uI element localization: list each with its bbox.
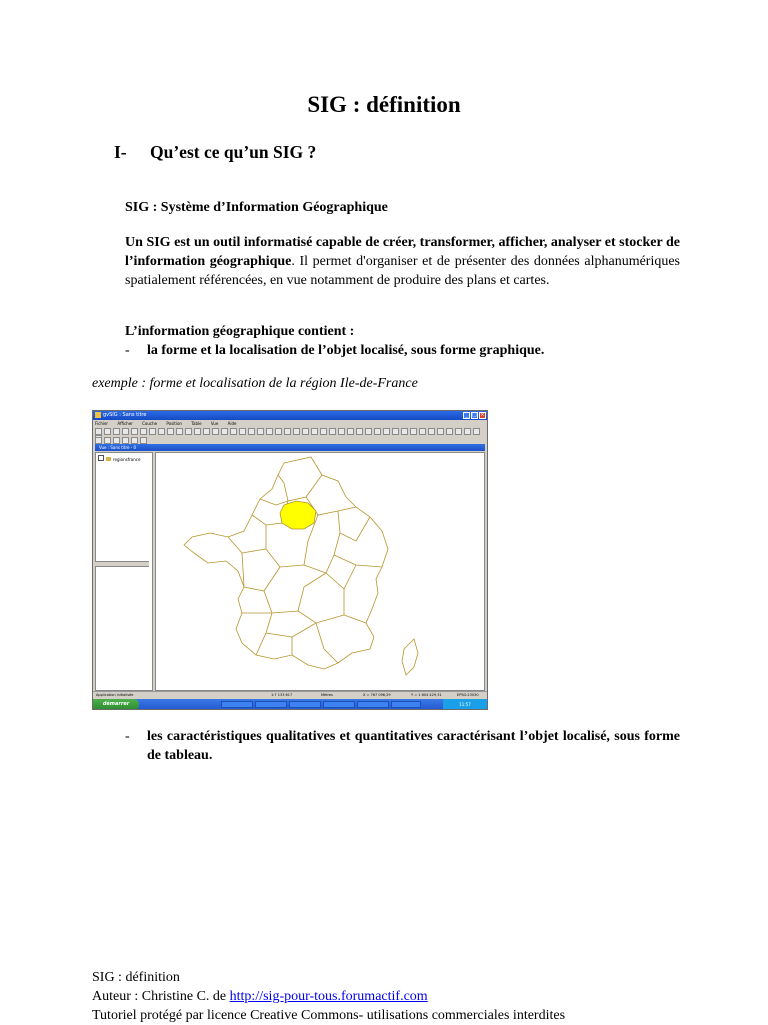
toolbar-tool-icon (473, 428, 480, 435)
toolbar-tool-icon (266, 428, 273, 435)
page-footer (92, 968, 565, 1025)
toolbar-tool-icon (212, 428, 219, 435)
section-heading-text: Qu’est ce qu’un SIG ? (150, 142, 317, 162)
toolbar-tool-icon (239, 428, 246, 435)
toolbar-tool-icon (176, 428, 183, 435)
toolbar-tool-icon (248, 428, 255, 435)
bullet-text: la forme et la localisation de l’objet localisé, sous forme graphique. (147, 343, 545, 358)
toolbar-tool-icon (149, 428, 156, 435)
layer-name: regionsfrance (113, 457, 141, 462)
menu-item: Fichier (95, 421, 109, 426)
toolbar-tool-icon (122, 437, 129, 444)
layer-entry (98, 455, 140, 462)
menu-item: Position (166, 421, 182, 426)
footer-license: Tutoriel protégé par licence Creative Commons- utilisations commerciales interdites (92, 1008, 566, 1023)
toolbar-tool-icon (392, 428, 399, 435)
document-title: SIG : définition (307, 92, 461, 117)
toolbar-tool-icon (230, 428, 237, 435)
bullet-dash: - (125, 729, 130, 744)
view-title: Vue : Sans titre - 0 (99, 445, 137, 450)
status-epsg: EPSG:23030 (457, 693, 479, 697)
layer-swatch-icon (106, 457, 111, 461)
menu-item: Aide (227, 421, 237, 426)
menu-item: Couche (142, 421, 158, 426)
toolbar-tool-icon (104, 428, 111, 435)
region-outlines (184, 457, 418, 675)
definition-paragraph (125, 233, 680, 290)
toolbar-tool-icon (122, 428, 129, 435)
toolbar-tool-icon (320, 428, 327, 435)
toolbar-tool-icon (131, 428, 138, 435)
map-view (155, 452, 485, 691)
maximize-icon: □ (472, 412, 477, 418)
toolbar-tool-icon (383, 428, 390, 435)
toolbar-tool-icon (113, 428, 120, 435)
app-toolbar (95, 428, 485, 436)
section-number: I- (114, 142, 127, 162)
taskbar-item (357, 701, 389, 708)
bullet-text: les caractéristiques qualitatives et quantitatives caractérisant l’objet localisé, sous forme de tableau. (147, 729, 680, 763)
status-scale: 1:7 133 617 (271, 693, 293, 697)
toolbar-tool-icon (221, 428, 228, 435)
taskbar-item (391, 701, 421, 708)
app-title-bar (93, 411, 487, 420)
taskbar-item (255, 701, 287, 708)
menu-item: Table (191, 421, 202, 426)
layer-checkbox-icon (98, 455, 104, 461)
france-regions-map (156, 453, 484, 690)
taskbar-item (289, 701, 321, 708)
toolbar-tool-icon (410, 428, 417, 435)
toolbar-tool-icon (356, 428, 363, 435)
bullet-item-shape (125, 341, 680, 360)
toolbar-tool-icon (311, 428, 318, 435)
toolbar-tool-icon (95, 428, 102, 435)
toolbar-tool-icon (185, 428, 192, 435)
menu-item: Afficher (117, 421, 133, 426)
toolbar-tool-icon (131, 437, 138, 444)
toolbar-tool-icon (428, 428, 435, 435)
app-status-bar (93, 691, 487, 699)
toc-scrollbar (95, 561, 149, 567)
status-y: Y = 1 604 429,31 (411, 693, 442, 697)
toolbar-tool-icon (167, 428, 174, 435)
toolbar-tool-icon (446, 428, 453, 435)
toolbar-tool-icon (140, 428, 147, 435)
definition-line: SIG : Système d’Information Géographique (125, 200, 388, 215)
status-message: Application initialisée (96, 693, 134, 697)
footer-author-prefix: Auteur : Christine C. de (92, 989, 230, 1004)
app-window-title: gvSIG : Sans titre (103, 412, 147, 418)
figure-caption: exemple : forme et localisation de la région Ile-de-France (92, 376, 418, 391)
app-toolbar-secondary (95, 437, 485, 443)
taskbar-item (221, 701, 253, 708)
taskbar-item (323, 701, 355, 708)
toolbar-tool-icon (329, 428, 336, 435)
toolbar-tool-icon (338, 428, 345, 435)
toolbar-tool-icon (437, 428, 444, 435)
toolbar-tool-icon (419, 428, 426, 435)
definition-paragraph-bold: Un SIG est un outil informatisé capable de créer, transformer, afficher, analyser et stocker de l’information géographique (125, 235, 680, 269)
toolbar-tool-icon (293, 428, 300, 435)
status-units: Mètres (321, 693, 333, 697)
view-title-bar (95, 444, 485, 451)
close-icon: × (480, 412, 485, 418)
gvsig-logo-icon (95, 412, 101, 418)
toolbar-tool-icon (203, 428, 210, 435)
toolbar-tool-icon (464, 428, 471, 435)
toolbar-tool-icon (455, 428, 462, 435)
gvsig-screenshot (92, 410, 488, 710)
forum-link[interactable]: http://sig-pour-tous.forumactif.com (229, 989, 428, 1004)
bullet-dash: - (125, 343, 130, 358)
taskbar-clock: 11:57 (443, 699, 487, 710)
toolbar-tool-icon (401, 428, 408, 435)
definition-paragraph-rest: . Il permet d'organiser et de présenter des données alphanumériques spatialement référencées, en vue notamment de produire des plans et cartes. (125, 254, 681, 288)
toolbar-tool-icon (275, 428, 282, 435)
toolbar-tool-icon (284, 428, 291, 435)
minimize-icon: _ (463, 412, 470, 419)
start-button: démarrer (93, 699, 139, 710)
app-menu-bar (95, 421, 244, 427)
layer-toc-panel (95, 452, 153, 691)
toolbar-tool-icon (104, 437, 111, 444)
section-heading (114, 142, 316, 163)
windows-taskbar (93, 699, 487, 710)
toolbar-tool-icon (374, 428, 381, 435)
footer-title: SIG : définition (92, 970, 180, 985)
geo-info-heading: L’information géographique contient : (125, 324, 355, 339)
toolbar-tool-icon (302, 428, 309, 435)
toolbar-tool-icon (194, 428, 201, 435)
toolbar-tool-icon (113, 437, 120, 444)
status-x: X = 767 096,29 (363, 693, 391, 697)
bullet-item-attributes (125, 727, 680, 765)
toolbar-tool-icon (257, 428, 264, 435)
toolbar-tool-icon (158, 428, 165, 435)
menu-item: Vue (210, 421, 219, 426)
toolbar-tool-icon (347, 428, 354, 435)
footer-author (92, 987, 565, 1006)
ile-de-france-region (280, 501, 316, 529)
toolbar-tool-icon (140, 437, 147, 444)
toolbar-tool-icon (95, 437, 102, 444)
toolbar-tool-icon (365, 428, 372, 435)
